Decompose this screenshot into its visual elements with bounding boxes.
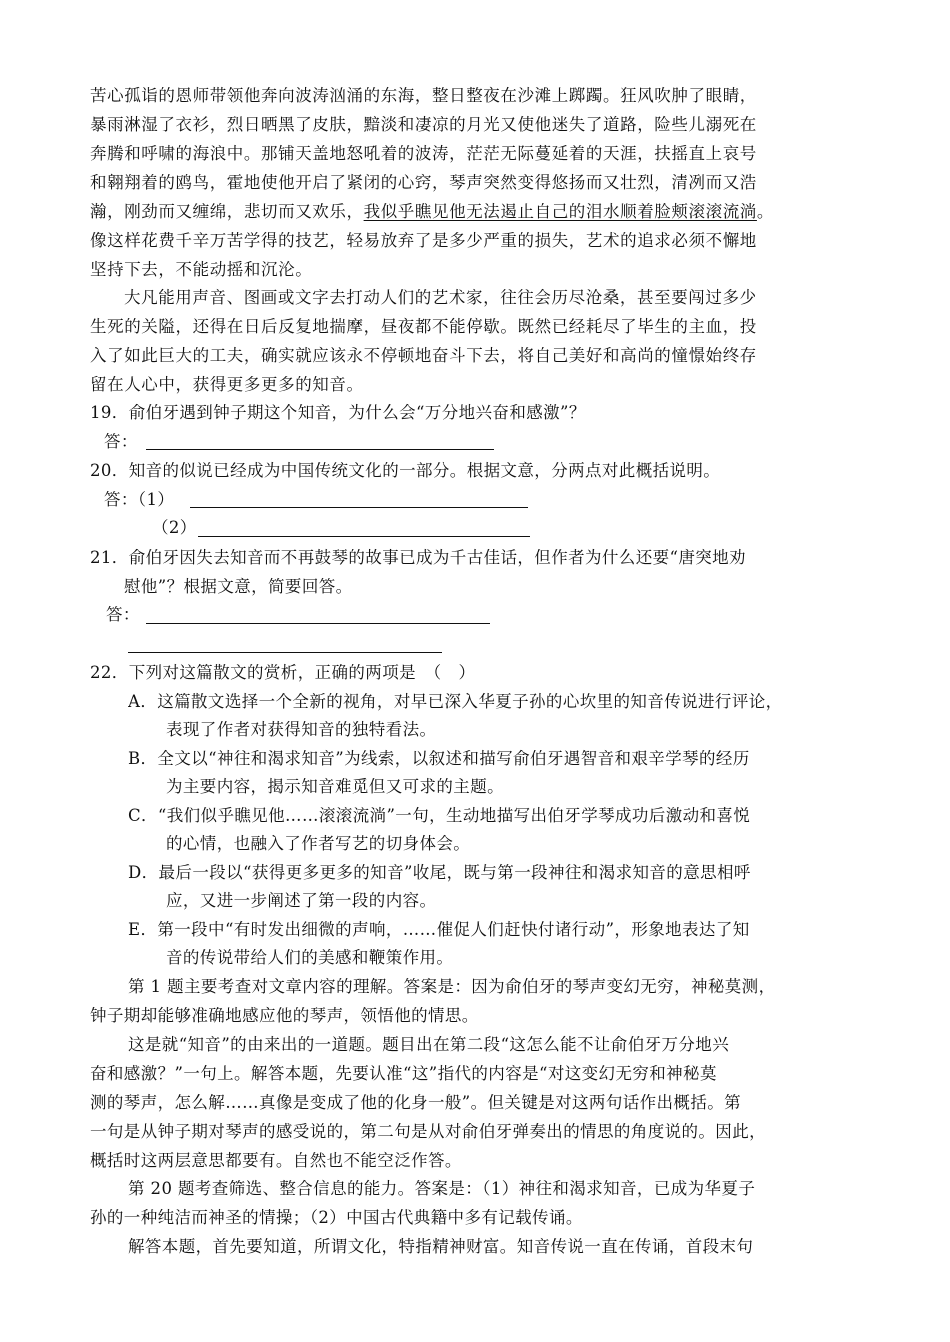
answer-blank-20-1[interactable] — [190, 506, 528, 508]
answer-label-20-1: 答：（1） — [104, 490, 175, 509]
option-c-line1: C．“我们似乎瞧见他……滚滚流淌”一句，生动地描写出伯牙学琴成功后激动和喜悦 — [128, 806, 751, 825]
passage-line: 和翱翔着的鸥鸟，霍地使他开启了紧闭的心窍，琴声突然变得悠扬而又壮烈，清冽而又浩 — [90, 173, 757, 192]
passage-line-with-underline — [90, 198, 870, 226]
question-21-line2: 慰他”？根据文意，简要回答。 — [124, 577, 353, 596]
passage-line: 留在人心中，获得更多更多的知音。 — [90, 375, 364, 394]
answer-label-20-2: （2） — [152, 518, 197, 537]
question-19: 19．俞伯牙遇到钟子期这个知音，为什么会“万分地兴奋和感激”？ — [90, 403, 586, 422]
option-c-line2: 的心情，也融入了作者写艺的切身体会。 — [166, 834, 471, 853]
analysis-line: 概括时这两层意思都要有。自然也不能空泛作答。 — [90, 1151, 462, 1170]
option-a-line1: A．这篇散文选择一个全新的视角，对早已深入华夏子孙的心坎里的知音传说进行评论， — [128, 692, 783, 711]
option-e-line2: 音的传说带给人们的美感和鞭策作用。 — [166, 948, 454, 967]
answer-blank-21-1[interactable] — [146, 622, 490, 624]
answer-blank-21-2[interactable] — [128, 651, 442, 653]
passage-line: 生死的关隘，还得在日后反复地揣摩，昼夜都不能停歇。既然已经耗尽了毕生的主血，投 — [90, 317, 757, 336]
answer-blank-20-2[interactable] — [198, 535, 530, 537]
option-b-line2: 为主要内容，揭示知音难觅但又可求的主题。 — [166, 777, 504, 796]
option-d-line2: 应，又进一步阐述了第一段的内容。 — [166, 891, 437, 910]
passage-line: 暴雨淋湿了衣衫，烈日晒黑了皮肤，黯淡和凄凉的月光又使他迷失了道路，险些儿溺死在 — [90, 115, 757, 134]
passage-line: 像这样花费千辛万苦学得的技艺，轻易放弃了是多少严重的损失，艺术的追求必须不懈地 — [90, 231, 757, 250]
analysis-line: 钟子期却能够准确地感应他的琴声，领悟他的情思。 — [90, 1006, 479, 1025]
analysis-line: 解答本题，首先要知道，所谓文化，特指精神财富。知音传说一直在传诵，首段末句 — [128, 1237, 754, 1256]
question-21-line1: 21．俞伯牙因失去知音而不再鼓琴的故事已成为千古佳话，但作者为什么还要“唐突地劝 — [90, 548, 746, 567]
option-e-line1: E．第一段中“有时发出细微的声响，……催促人们赶快付诸行动”，形象地表达了知 — [128, 920, 750, 939]
option-d-line1: D．最后一段以“获得更多更多的知音”收尾，既与第一段神往和渴求知音的意思相呼 — [128, 863, 751, 882]
analysis-line: 测的琴声，怎么解……真像是变成了他的化身一般”。但关键是对这两句话作出概括。第 — [90, 1093, 742, 1112]
analysis-line: 一句是从钟子期对琴声的感受说的，第二句是从对俞伯牙弹奏出的情思的角度说的。因此， — [90, 1122, 766, 1141]
passage-line: 入了如此巨大的工夫，确实就应该永不停顿地奋斗下去，将自己美好和高尚的憧憬始终存 — [90, 346, 757, 365]
option-a-line2: 表现了作者对获得知音的独特看法。 — [166, 720, 437, 739]
analysis-line: 第 20 题考查筛选、整合信息的能力。答案是：（1）神往和渴求知音，已成为华夏子 — [128, 1179, 756, 1198]
analysis-line: 第 1 题主要考查对文章内容的理解。答案是：因为俞伯牙的琴声变幻无穷，神秘莫测， — [128, 977, 776, 996]
passage-line: 奔腾和呼啸的海浪中。那铺天盖地怒吼着的波涛，茫茫无际蔓延着的天涯，扶摇直上哀号 — [90, 144, 757, 163]
analysis-line: 这是就“知音”的由来出的一道题。题目出在第二段“这怎么能不让俞伯牙万分地兴 — [128, 1035, 730, 1054]
underlined-sentence: 我似乎瞧见他无法遏止自己的泪水顺着脸颊滚滚流淌 — [363, 202, 757, 221]
analysis-line: 孙的一种纯洁而神圣的情操；（2）中国古代典籍中多有记载传诵。 — [90, 1208, 583, 1227]
passage-line: 大凡能用声音、图画或文字去打动人们的艺术家，往往会历尽沧桑，甚至要闯过多少 — [124, 288, 757, 307]
passage-line: 苦心孤诣的恩师带领他奔向波涛汹涌的东海，整日整夜在沙滩上踯躅。狂风吹肿了眼睛， — [90, 86, 757, 105]
period: 。 — [756, 202, 775, 221]
question-20: 20．知音的似说已经成为中国传统文化的一部分。根据文意，分两点对此概括说明。 — [90, 461, 721, 480]
analysis-line: 奋和感激？”一句上。解答本题，先要认准“这”指代的内容是“对这变幻无穷和神秘莫 — [90, 1064, 717, 1083]
answer-label-19: 答： — [104, 432, 138, 451]
answer-blank-19[interactable] — [146, 448, 494, 450]
passage-line: 坚持下去，不能动摇和沉沦。 — [90, 260, 313, 279]
option-b-line1: B．全文以“神往和渴求知音”为线索，以叙述和描写俞伯牙遇智音和艰辛学琴的经历 — [128, 749, 750, 768]
passage-line-text: 瀚，刚劲而又缠绵，悲切而又欢乐， — [90, 202, 364, 221]
question-22: 22．下列对这篇散文的赏析，正确的两项是 （ ） — [90, 663, 476, 682]
answer-label-21: 答： — [106, 605, 140, 624]
